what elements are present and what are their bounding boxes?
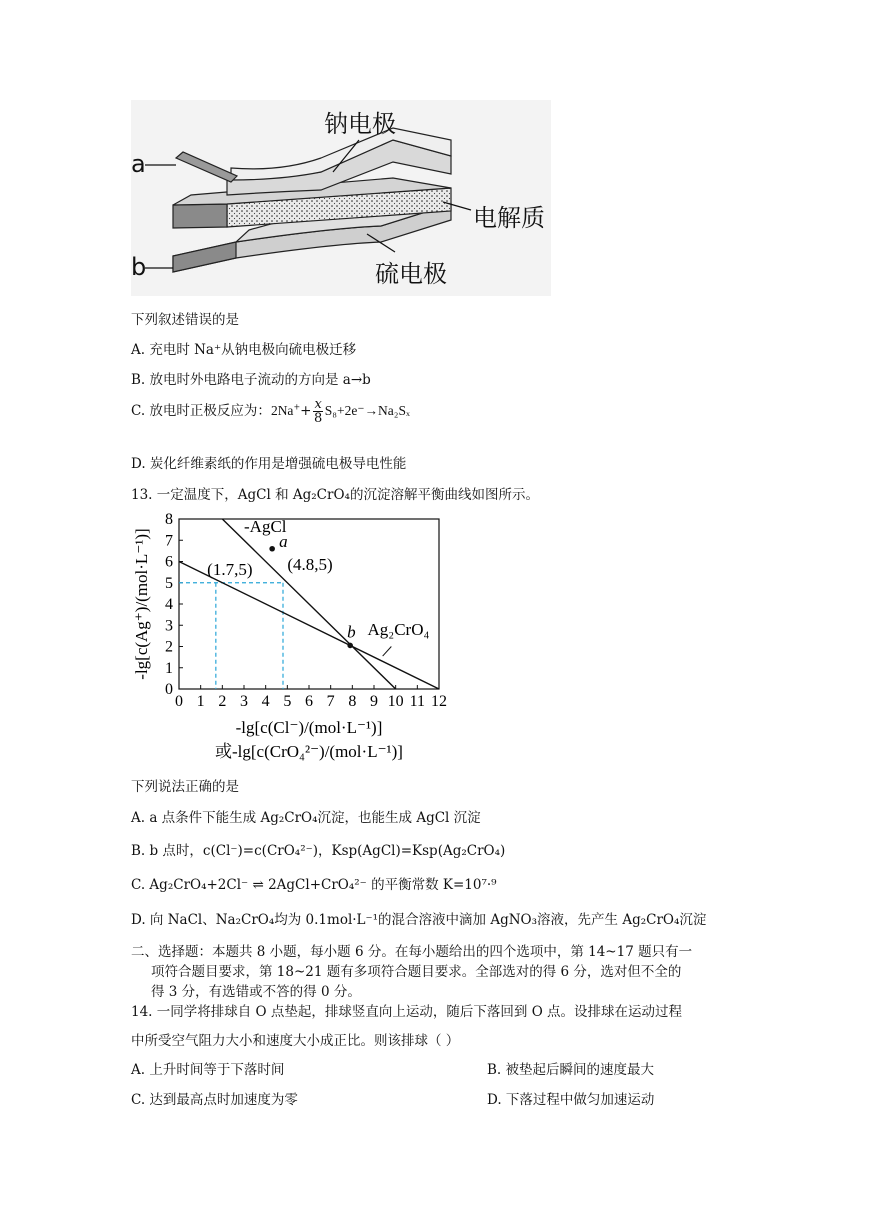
x-tick-label: 3 (240, 693, 248, 710)
y-tick-label: 0 (165, 681, 173, 698)
q13-option-d: D. 向 NaCl、Na₂CrO₄均为 0.1mol·L⁻¹的混合溶液中滴加 AgNO₃溶液，先产生 Ag₂CrO₄沉淀 (131, 912, 707, 928)
section2-header-line1: 二、选择题：本题共 8 小题，每小题 6 分。在每小题给出的四个选项中，第 14~17 题只有一 (131, 944, 693, 960)
x-tick-label: 12 (431, 693, 447, 710)
y-tick-label: 5 (165, 574, 173, 592)
sulfur-electrode-label: 硫电极 (375, 260, 447, 288)
terminal-a-label: a (131, 150, 146, 178)
q12-option-d: D. 炭化纤维素纸的作用是增强硫电极导电性能 (131, 456, 407, 472)
x-axis-label-line1: -lg[c(Cl⁻)/(mol·L⁻¹)] (235, 718, 383, 737)
solubility-chart (131, 505, 461, 767)
electrolyte-label: 电解质 (473, 204, 545, 232)
point-b-label: b (347, 622, 356, 642)
x-tick-label: 10 (387, 693, 404, 710)
terminal-b-label: b (131, 253, 147, 281)
x-tick-label: 11 (409, 693, 426, 710)
agcl-curve (222, 516, 395, 689)
fraction-numerator: x (314, 397, 322, 412)
battery-figure (131, 100, 551, 296)
y-tick-label: 8 (165, 511, 173, 528)
y-axis-label: -lg[c(Ag⁺)/(mol·L⁻¹)] (132, 528, 151, 680)
x-tick-label: 0 (175, 693, 183, 710)
solubility-chart-svg (131, 505, 461, 767)
label-1-7-5: (1.7,5) (207, 559, 253, 579)
point-a-marker (269, 546, 275, 552)
point-b-marker (347, 643, 353, 649)
y-tick-label: 6 (165, 553, 173, 571)
q13-option-b: B. b 点时，c(Cl⁻)=c(CrO₄²⁻)，Ksp(AgCl)=Ksp(Ag₂CrO₄) (131, 843, 506, 859)
x-tick-label: 8 (348, 693, 357, 710)
q14-option-a: A. 上升时间等于下落时间 (131, 1062, 285, 1078)
x-tick-label: 1 (196, 693, 205, 710)
y-tick-label: 3 (165, 617, 173, 635)
x-tick-label: 5 (283, 693, 292, 710)
q14-option-c: C. 达到最高点时加速度为零 (131, 1092, 298, 1108)
q12-option-c-prefix: C. 放电时正极反应为： (131, 403, 271, 419)
y-tick-label: 7 (165, 532, 173, 550)
q12-stem: 下列叙述错误的是 (131, 312, 239, 328)
q12-option-c-fraction (313, 398, 322, 425)
series-label-ag2cro4-leader (383, 647, 392, 657)
q12-option-c-rest: S₈+2e⁻→Na₂Sₓ (324, 403, 410, 418)
x-axis-label-line2: 或-lg[c(CrO₄²⁻)/(mol·L⁻¹)] (215, 742, 403, 761)
y-tick-label: 4 (165, 596, 173, 613)
q13-question: 下列说法正确的是 (131, 779, 239, 795)
q14-stem-line2: 中所受空气阻力大小和速度大小成正比。则该排球（ ） (131, 1033, 460, 1049)
series-label-agcl: -AgCl (244, 516, 287, 536)
section2-header-line2: 项符合题目要求，第 18~21 题有多项符合题目要求。全部选对的得 6 分，选对但不全的 (151, 964, 682, 980)
x-tick-label: 9 (370, 693, 378, 710)
x-tick-label: 4 (261, 693, 270, 710)
q12-option-c-2na: 2Na (270, 403, 294, 418)
q12-option-b: B. 放电时外电路电子流动的方向是 a→b (131, 372, 371, 388)
sodium-electrode-label: 钠电极 (324, 110, 396, 138)
section2-header-line3: 得 3 分，有选错或不答的得 0 分。 (151, 984, 361, 1000)
fraction-denominator: 8 (313, 411, 323, 426)
q13-option-c: C. Ag₂CrO₄+2Cl⁻ ⇌ 2AgCl+CrO₄²⁻ 的平衡常数 K=10⁷·⁹ (131, 877, 497, 893)
x-tick-label: 7 (326, 693, 335, 710)
q14-option-d: D. 下落过程中做匀加速运动 (487, 1092, 655, 1108)
q13-option-a: A. a 点条件下能生成 Ag₂CrO₄沉淀，也能生成 AgCl 沉淀 (131, 810, 481, 826)
y-tick-label: 1 (165, 659, 173, 677)
y-tick-label: 2 (165, 638, 173, 656)
label-4-8-5: (4.8,5) (287, 554, 333, 574)
point-a-label: a (279, 531, 288, 551)
q14-stem-line1: 14. 一同学将排球自 O 点垫起，排球竖直向上运动，随后下落回到 O 点。设排球在运动过程 (131, 1004, 683, 1020)
x-tick-label: 2 (218, 693, 227, 710)
q12-option-c: C. 放电时正极反应为：2Na++ $\frac{x}{8}$ S₈+2e⁻→Na₂Sₓ (131, 397, 410, 426)
q13-stem: 13. 一定温度下，AgCl 和 Ag₂CrO₄的沉淀溶解平衡曲线如图所示。 (131, 487, 539, 503)
q12-option-a: A. 充电时 Na⁺从钠电极向硫电极迁移 (131, 342, 357, 358)
x-tick-label: 6 (305, 693, 313, 710)
series-label-ag2cro4: Ag₂CrO₄ (367, 619, 430, 639)
q14-option-b: B. 被垫起后瞬间的速度最大 (487, 1062, 655, 1078)
